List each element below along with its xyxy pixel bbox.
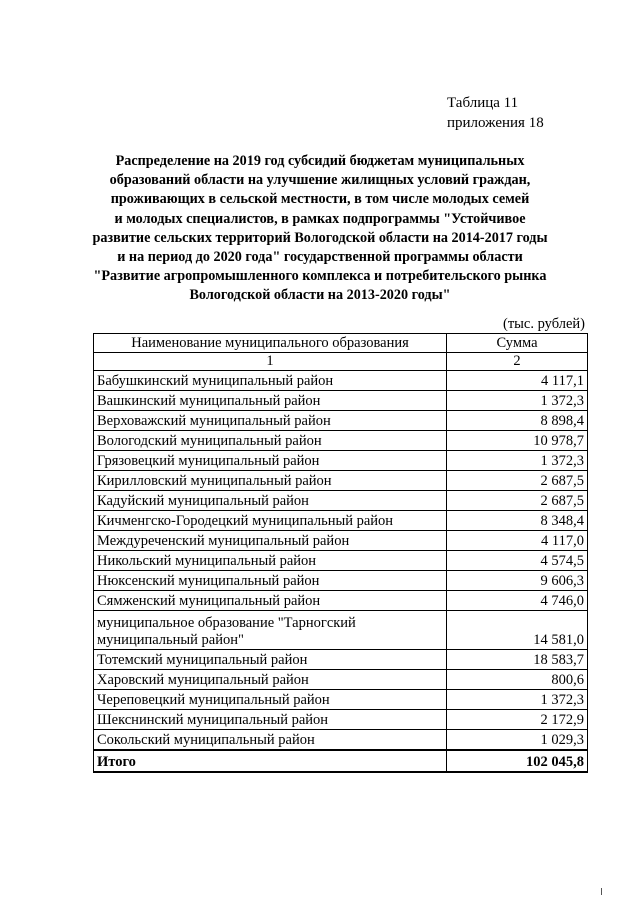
row-name-line2: муниципальный район" [97,632,244,648]
row-name: Никольский муниципальный район [94,551,447,571]
row-name: Сокольский муниципальный район [94,730,447,751]
row-name: Междуреченский муниципальный район [94,531,447,551]
table-row [94,571,588,591]
title-line: Распределение на 2019 год субсидий бюджетам муниципальных [115,153,525,169]
row-sum: 18 583,7 [447,650,588,670]
table-row [94,471,588,491]
units-note: (тыс. рублей) [503,316,585,332]
row-sum: 4 117,1 [447,371,588,391]
row-sum: 2 172,9 [447,710,588,730]
row-name: Кирилловский муниципальный район [94,471,447,491]
row-sum: 1 372,3 [447,391,588,411]
row-name: Тотемский муниципальный район [94,650,447,670]
column-number-2: 2 [447,353,588,371]
row-sum: 4 574,5 [447,551,588,571]
row-sum: 9 606,3 [447,571,588,591]
row-name: Верховажский муниципальный район [94,411,447,431]
row-name: Нюксенский муниципальный район [94,571,447,591]
table-row [94,650,588,670]
row-name: Бабушкинский муниципальный район [94,371,447,391]
table-reference [447,93,544,133]
table-row [94,451,588,471]
row-sum: 14 581,0 [447,611,588,650]
title-line: проживающих в сельской местности, в том числе молодых семей [110,191,530,208]
total-sum: 102 045,8 [447,750,588,772]
table-header-row [94,334,588,353]
table-row [94,730,588,751]
column-number-1: 1 [94,353,447,371]
table-row [94,371,588,391]
row-name [94,611,447,650]
row-sum: 2 687,5 [447,491,588,511]
row-sum: 1 029,3 [447,730,588,751]
row-name: Грязовецкий муниципальный район [94,451,447,471]
row-sum: 8 348,4 [447,511,588,531]
row-name: Харовский муниципальный район [94,670,447,690]
row-name: Шекснинский муниципальный район [94,710,447,730]
table-row [94,710,588,730]
title-line: развитие сельских территорий Вологодской области на 2014-2017 годы [92,229,548,246]
table-row [94,591,588,611]
table-row [94,690,588,710]
row-name: Кадуйский муниципальный район [94,491,447,511]
table-row [94,391,588,411]
header-sum: Сумма [447,334,588,353]
row-name-line1: муниципальное образование "Тарногский [97,615,356,631]
table-row [94,411,588,431]
row-name: Вологодский муниципальный район [94,431,447,451]
row-name: Вашкинский муниципальный район [94,391,447,411]
table-row [94,611,588,650]
row-sum: 1 372,3 [447,690,588,710]
table-row [94,431,588,451]
row-sum: 4 746,0 [447,591,588,611]
title-line: образований области на улучшение жилищных условий граждан, [109,172,531,189]
subsidy-table [93,333,588,773]
table-row [94,511,588,531]
row-name: Кичменгско-Городецкий муниципальный район [94,511,447,531]
row-sum: 10 978,7 [447,431,588,451]
table-row [94,551,588,571]
appendix-number: приложения 18 [447,115,544,131]
row-sum: 800,6 [447,670,588,690]
row-sum: 2 687,5 [447,471,588,491]
scan-mark [601,888,602,895]
total-row [94,750,588,772]
table-row [94,531,588,551]
row-sum: 1 372,3 [447,451,588,471]
title-line: и на период до 2020 года" государственной программы области [117,249,523,266]
document-title [60,152,580,306]
table-row [94,670,588,690]
title-line: Вологодской области на 2013-2020 годы" [189,287,451,304]
row-name: Сямженский муниципальный район [94,591,447,611]
title-line: "Развитие агропромышленного комплекса и потребительского рынка [93,268,547,285]
row-sum: 8 898,4 [447,411,588,431]
row-name: Череповецкий муниципальный район [94,690,447,710]
column-number-row [94,353,588,371]
table-row [94,491,588,511]
table-number: Таблица 11 [447,95,519,111]
row-sum: 4 117,0 [447,531,588,551]
title-line: и молодых специалистов, в рамках подпрограммы "Устойчивое [114,210,526,227]
header-name: Наименование муниципального образования [94,334,447,353]
total-label: Итого [94,750,447,772]
